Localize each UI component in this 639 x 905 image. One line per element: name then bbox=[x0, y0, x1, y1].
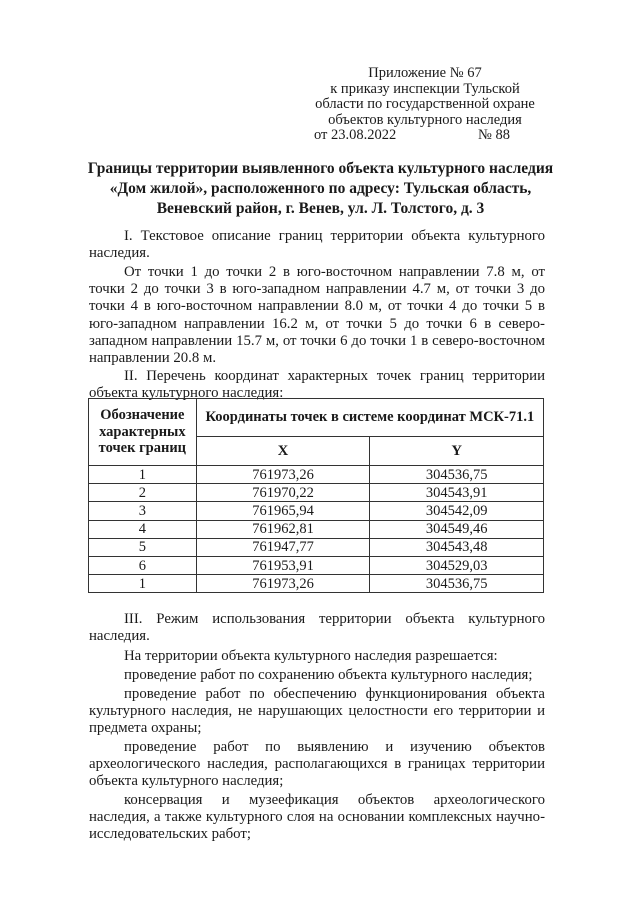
document-title bbox=[78, 159, 563, 219]
annex-header bbox=[300, 66, 550, 128]
cell-x: 761947,77 bbox=[196, 538, 370, 556]
cell-x: 761965,94 bbox=[196, 502, 370, 520]
section-3-heading: III. Режим использования территории объекта культурного наследия. bbox=[89, 611, 545, 644]
table-row bbox=[89, 575, 544, 593]
table-row bbox=[89, 556, 544, 574]
coordinates-table bbox=[88, 398, 544, 593]
cell-y: 304536,75 bbox=[370, 466, 544, 484]
annex-number: № 88 bbox=[478, 127, 510, 143]
cell-point: 1 bbox=[89, 466, 197, 484]
cell-point: 6 bbox=[89, 556, 197, 574]
annex-title: Приложение № 67 bbox=[368, 65, 482, 81]
header-x: X bbox=[196, 436, 370, 465]
annex-line: области по государственной охране bbox=[315, 96, 535, 112]
title-line: Веневский район, г. Венев, ул. Л. Толстого, д. 3 bbox=[156, 200, 485, 217]
cell-point: 1 bbox=[89, 575, 197, 593]
header-coords: Координаты точек в системе координат МСК-71.1 bbox=[196, 399, 543, 437]
table-row bbox=[89, 520, 544, 538]
header-point: Обозначение характерных точек границ bbox=[89, 399, 197, 466]
annex-date: от 23.08.2022 bbox=[314, 127, 397, 143]
header-y: Y bbox=[370, 436, 544, 465]
allowed-item: проведение работ по выявлению и изучению объектов археологического наследия, располагающихся в границах территории объекта культурного наследия; bbox=[89, 739, 545, 789]
section-1 bbox=[89, 228, 545, 402]
cell-x: 761973,26 bbox=[196, 466, 370, 484]
cell-y: 304549,46 bbox=[370, 520, 544, 538]
cell-point: 2 bbox=[89, 484, 197, 502]
section-1-text: От точки 1 до точки 2 в юго-восточном направлении 7.8 м, от точки 2 до точки 3 в юго-западном направлении 4.7 м, от точки 3 до точки 4 в юго-восточном направлении 8.0 м, от точки 4 до точки 5 в юго-западном направлении 16.2 м, от точки 5 до точки 6 в северо-западном направлении 15.7 м, от точки 6 до точки 1 в северо-восточном направлении 20.8 м. bbox=[89, 264, 545, 367]
cell-y: 304536,75 bbox=[370, 575, 544, 593]
annex-line: объектов культурного наследия bbox=[328, 111, 522, 128]
table-row bbox=[89, 466, 544, 484]
title-line: Границы территории выявленного объекта культурного наследия bbox=[87, 160, 554, 177]
allowed-item: проведение работ по обеспечению функционирования объекта культурного наследия, не нарушающих целостности его территории и предмета охраны; bbox=[89, 686, 545, 736]
cell-y: 304543,48 bbox=[370, 538, 544, 556]
cell-x: 761953,91 bbox=[196, 556, 370, 574]
cell-point: 3 bbox=[89, 502, 197, 520]
cell-point: 4 bbox=[89, 520, 197, 538]
cell-x: 761973,26 bbox=[196, 575, 370, 593]
cell-x: 761970,22 bbox=[196, 484, 370, 502]
section-3 bbox=[89, 611, 545, 843]
table-row bbox=[89, 502, 544, 520]
section-2-heading: II. Перечень координат характерных точек границ территории объекта культурного наследия: bbox=[89, 368, 545, 402]
allowed-item: консервация и музеефикация объектов археологического наследия, а также культурного слоя на основании комплексных научно-исследовательских работ; bbox=[89, 792, 545, 842]
cell-y: 304543,91 bbox=[370, 484, 544, 502]
table-row bbox=[89, 484, 544, 502]
allowed-intro: На территории объекта культурного наследия разрешается: bbox=[124, 648, 498, 664]
cell-y: 304529,03 bbox=[370, 556, 544, 574]
cell-x: 761962,81 bbox=[196, 520, 370, 538]
allowed-item: проведение работ по сохранению объекта культурного наследия; bbox=[124, 667, 533, 683]
cell-y: 304542,09 bbox=[370, 502, 544, 520]
annex-line: к приказу инспекции Тульской bbox=[330, 80, 520, 97]
section-1-heading: I. Текстовое описание границ территории объекта культурного наследия. bbox=[89, 228, 545, 261]
title-line: «Дом жилой», расположенного по адресу: Тульская область, bbox=[109, 180, 532, 197]
table-row bbox=[89, 538, 544, 556]
cell-point: 5 bbox=[89, 538, 197, 556]
